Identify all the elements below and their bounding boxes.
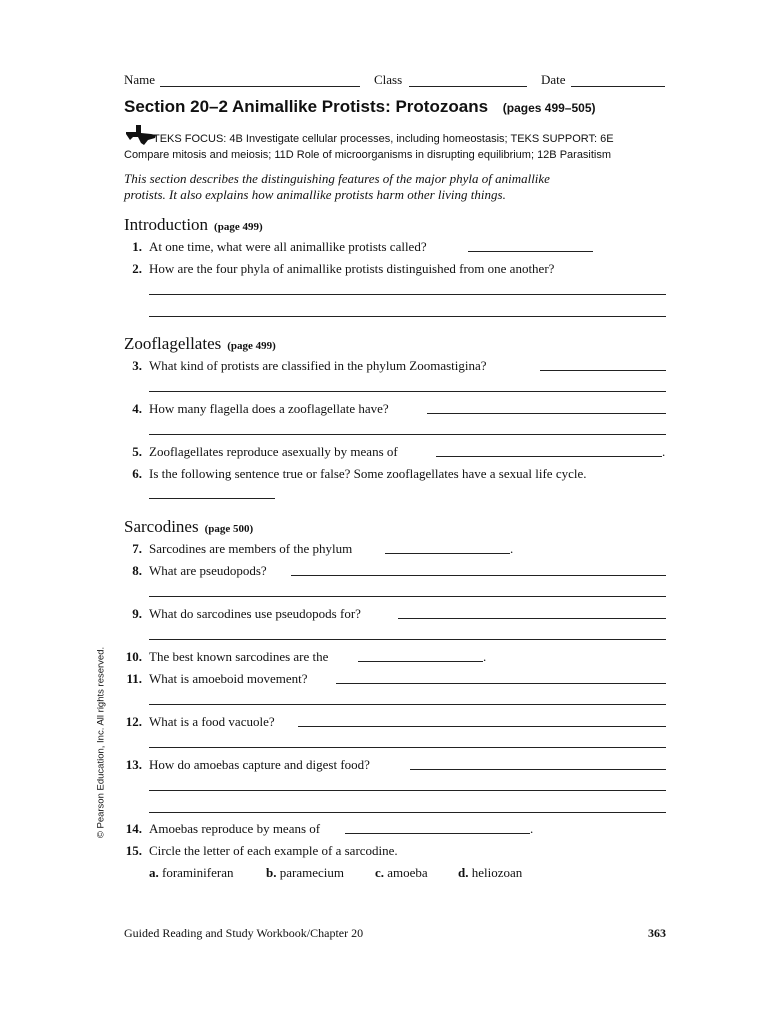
q15-number: 15. xyxy=(125,843,142,858)
q7-text: Sarcodines are members of the phylum xyxy=(149,541,353,556)
q15-option-d[interactable] xyxy=(458,865,522,881)
name-blank[interactable] xyxy=(160,86,360,87)
q13-answer-line-1[interactable] xyxy=(410,769,666,770)
q4-answer-line-1[interactable] xyxy=(427,413,666,414)
q11-text: What is amoeboid movement? xyxy=(149,671,308,686)
option-letter: c. xyxy=(375,865,385,880)
date-label: Date xyxy=(541,72,566,87)
q12-answer-line-1[interactable] xyxy=(298,726,666,727)
q10-answer-line[interactable] xyxy=(358,661,483,662)
section-heading-introduction xyxy=(124,215,263,235)
intro-line-1: This section describes the distinguishing features of the major phyla of animallike xyxy=(124,171,550,186)
footer-title: Guided Reading and Study Workbook/Chapter 20 xyxy=(124,926,364,940)
q9-answer-line-2[interactable] xyxy=(149,639,666,640)
q13-number: 13. xyxy=(125,757,142,772)
q5-number: 5. xyxy=(132,444,142,459)
copyright-notice: © Pearson Education, Inc. All rights reserved. xyxy=(95,646,107,839)
q3-answer-line-2[interactable] xyxy=(149,391,666,392)
option-text: paramecium xyxy=(279,865,344,880)
date-blank[interactable] xyxy=(571,86,665,87)
section-heading-pages: (page 499) xyxy=(214,221,263,233)
q13-answer-line-3[interactable] xyxy=(149,812,666,813)
q5-answer-line[interactable] xyxy=(436,456,662,457)
section-title: Section 20–2 Animallike Protists: Protozoans xyxy=(124,97,489,116)
q1-number: 1. xyxy=(132,239,142,254)
q3-number: 3. xyxy=(132,358,142,373)
q9-answer-line-1[interactable] xyxy=(398,618,666,619)
q12-answer-line-2[interactable] xyxy=(149,747,666,748)
q7-answer-line[interactable] xyxy=(385,553,510,554)
class-label: Class xyxy=(374,72,403,87)
q14-number: 14. xyxy=(125,821,142,836)
q4-answer-line-2[interactable] xyxy=(149,434,666,435)
q10-period: . xyxy=(483,649,487,664)
option-letter: d. xyxy=(458,865,469,880)
q12-number: 12. xyxy=(125,714,142,729)
q2-answer-line-2[interactable] xyxy=(149,316,666,317)
q7-number: 7. xyxy=(132,541,142,556)
page-title xyxy=(124,97,596,117)
q3-text: What kind of protists are classified in the phylum Zoomastigina? xyxy=(149,358,487,373)
option-text: heliozoan xyxy=(471,865,523,880)
q14-text: Amoebas reproduce by means of xyxy=(149,821,321,836)
q9-text: What do sarcodines use pseudopods for? xyxy=(149,606,361,621)
teks-line-1 xyxy=(153,133,614,145)
class-blank[interactable] xyxy=(409,86,527,87)
q10-text: The best known sarcodines are the xyxy=(149,649,329,664)
q5-period: . xyxy=(662,444,666,459)
q6-answer-line[interactable] xyxy=(149,498,275,499)
q2-text: How are the four phyla of animallike protists distinguished from one another? xyxy=(149,261,555,276)
q14-period: . xyxy=(530,821,534,836)
q1-text: At one time, what were all animallike protists called? xyxy=(149,239,427,254)
q13-answer-line-2[interactable] xyxy=(149,790,666,791)
section-heading-zooflagellates xyxy=(124,334,276,354)
q10-number: 10. xyxy=(125,649,142,664)
teks-line-2: Compare mitosis and meiosis; 11D Role of microorganisms in disrupting equilibrium; 12B Parasitism xyxy=(124,149,612,161)
intro-line-2: protists. It also explains how animallike protists harm other living things. xyxy=(124,187,506,202)
section-heading-title: Introduction xyxy=(124,215,209,234)
q11-answer-line-1[interactable] xyxy=(336,683,666,684)
teks-focus-text: 4B Investigate cellular processes, including homeostasis; xyxy=(229,133,508,145)
option-text: amoeba xyxy=(387,865,428,880)
q5-text: Zooflagellates reproduce asexually by means of xyxy=(149,444,398,459)
section-heading-title: Zooflagellates xyxy=(124,334,222,353)
section-heading-pages: (page 500) xyxy=(204,523,254,535)
option-letter: b. xyxy=(266,865,277,880)
q4-text: How many flagella does a zooflagellate have? xyxy=(149,401,389,416)
q15-text: Circle the letter of each example of a sarcodine. xyxy=(149,843,398,858)
section-heading-pages: (page 499) xyxy=(227,340,276,352)
q6-number: 6. xyxy=(132,466,142,481)
q15-option-c[interactable] xyxy=(375,865,428,881)
teks-support-label: TEKS SUPPORT: xyxy=(510,133,598,145)
q4-number: 4. xyxy=(132,401,142,416)
q8-number: 8. xyxy=(132,563,142,578)
option-text: foraminiferan xyxy=(162,865,234,880)
q12-text: What is a food vacuole? xyxy=(149,714,275,729)
q7-period: . xyxy=(510,541,514,556)
teks-support-text: 6E xyxy=(600,133,614,145)
q15-option-b[interactable] xyxy=(266,865,344,881)
q14-answer-line[interactable] xyxy=(345,833,530,834)
section-pages: (pages 499–505) xyxy=(502,101,596,115)
page-number: 363 xyxy=(648,926,666,940)
q9-number: 9. xyxy=(132,606,142,621)
section-heading-title: Sarcodines xyxy=(124,517,199,536)
q11-answer-line-2[interactable] xyxy=(149,704,666,705)
q1-answer-line[interactable] xyxy=(468,251,593,252)
teks-focus-label: TEKS FOCUS: xyxy=(153,133,227,145)
q2-number: 2. xyxy=(132,261,142,276)
q3-answer-line-1[interactable] xyxy=(540,370,666,371)
q2-answer-line-1[interactable] xyxy=(149,294,666,295)
q8-text: What are pseudopods? xyxy=(149,563,267,578)
q15-option-a[interactable] xyxy=(149,865,233,881)
q6-text: Is the following sentence true or false? Some zooflagellates have a sexual life cycle. xyxy=(149,466,587,481)
name-label: Name xyxy=(124,72,156,87)
q13-text: How do amoebas capture and digest food? xyxy=(149,757,370,772)
q8-answer-line-2[interactable] xyxy=(149,596,666,597)
q11-number: 11. xyxy=(126,671,142,686)
option-letter: a. xyxy=(149,865,159,880)
q8-answer-line-1[interactable] xyxy=(291,575,666,576)
section-heading-sarcodines xyxy=(124,517,253,537)
